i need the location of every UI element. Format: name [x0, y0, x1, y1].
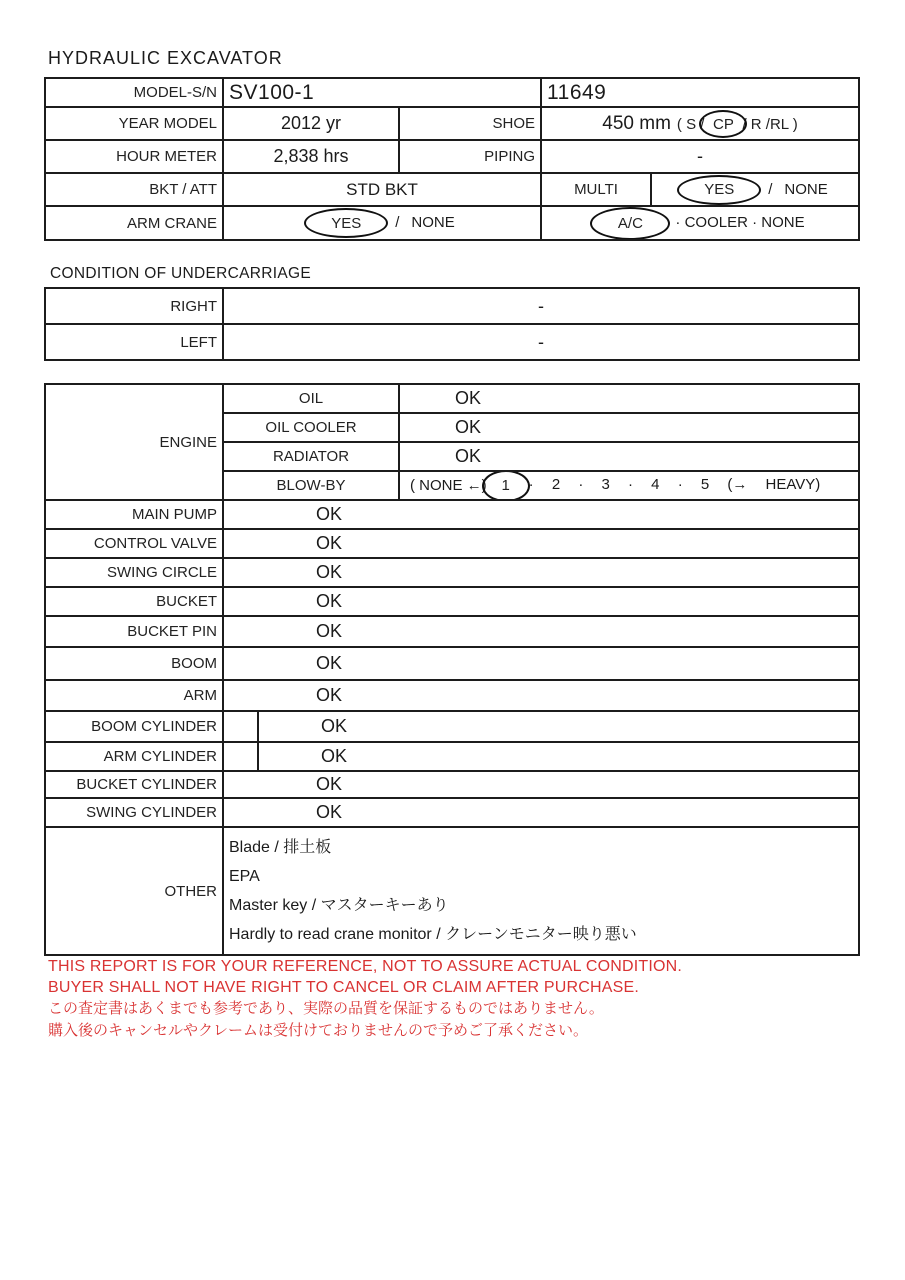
right-value: - [223, 288, 859, 324]
boom-cylinder-value: OK [258, 711, 859, 742]
swing-circle-label: SWING CIRCLE [45, 558, 223, 587]
swing-circle-value: OK [223, 558, 859, 587]
year-model-value: 2012 yr [223, 107, 399, 140]
circle-mark-ac: A/C [590, 207, 670, 240]
circle-mark-blowby-1: 1 [482, 471, 530, 500]
shoe-options-pre: ( S / [676, 115, 705, 133]
left-label: LEFT [45, 324, 223, 360]
piping-label: PIPING [399, 140, 541, 173]
table-row [45, 647, 859, 680]
disclaimer-line-jp: この査定書はあくまでも参考であり、実際の品質を保証するものではありません。 [48, 1000, 604, 1017]
ac-cooler-rest: · COOLER · NONE [675, 214, 805, 232]
shoe-size: 450 mm [602, 112, 671, 134]
undercarriage-table [44, 287, 860, 361]
other-note-line: Hardly to read crane monitor / クレーンモニター映り悪い [229, 926, 637, 943]
table-row [45, 827, 859, 955]
spec-table [44, 77, 860, 241]
radiator-value: OK [399, 442, 859, 471]
empty-cell [223, 742, 258, 771]
hour-meter-label: HOUR METER [45, 140, 223, 173]
control-valve-value: OK [223, 529, 859, 558]
other-note-line: EPA [229, 868, 260, 885]
bucket-cylinder-value: OK [223, 771, 859, 798]
swing-cylinder-label: SWING CYLINDER [45, 798, 223, 827]
multi-separator: / [768, 180, 773, 198]
arm-crane-alt: NONE [411, 214, 455, 232]
page-title: HYDRAULIC EXCAVATOR [48, 48, 283, 68]
bucket-pin-value: OK [223, 616, 859, 647]
radiator-label: RADIATOR [223, 442, 399, 471]
right-label: RIGHT [45, 288, 223, 324]
ac-cooler-value [541, 206, 859, 240]
blowby-pre: ( NONE ←) [410, 476, 487, 494]
table-row [45, 558, 859, 587]
table-row [45, 616, 859, 647]
circle-mark-armcrane-yes: YES [304, 208, 388, 238]
blowby-scale [399, 471, 859, 500]
arm-value: OK [223, 680, 859, 711]
engine-label: ENGINE [45, 384, 223, 500]
table-row [45, 500, 859, 529]
table-row [45, 798, 859, 827]
inspection-table [44, 383, 860, 956]
other-notes [223, 827, 859, 955]
serial-value: 11649 [541, 78, 859, 107]
bucket-value: OK [223, 587, 859, 616]
other-label: OTHER [45, 827, 223, 955]
other-note-line: Master key / マスターキーあり [229, 897, 449, 914]
disclaimer-line-en: BUYER SHALL NOT HAVE RIGHT TO CANCEL OR CLAIM AFTER PURCHASE. [48, 979, 639, 996]
boom-cylinder-label: BOOM CYLINDER [45, 711, 223, 742]
model-sn-label: MODEL-S/N [45, 78, 223, 107]
multi-value [651, 173, 859, 206]
arm-label: ARM [45, 680, 223, 711]
multi-label: MULTI [541, 173, 651, 206]
circle-mark-multi-yes: YES [677, 175, 761, 205]
bucket-pin-label: BUCKET PIN [45, 616, 223, 647]
table-row [45, 206, 859, 240]
table-row [45, 529, 859, 558]
table-row [45, 680, 859, 711]
control-valve-label: CONTROL VALVE [45, 529, 223, 558]
main-pump-value: OK [223, 500, 859, 529]
shoe-options-suf: / R /RL ) [742, 115, 798, 133]
table-row [45, 173, 859, 206]
bkt-att-label: BKT / ATT [45, 173, 223, 206]
bkt-att-value: STD BKT [223, 173, 541, 206]
boom-value: OK [223, 647, 859, 680]
year-model-label: YEAR MODEL [45, 107, 223, 140]
table-row [45, 711, 859, 742]
arm-cylinder-value: OK [258, 742, 859, 771]
bucket-cylinder-label: BUCKET CYLINDER [45, 771, 223, 798]
oil-cooler-label: OIL COOLER [223, 413, 399, 442]
main-pump-label: MAIN PUMP [45, 500, 223, 529]
table-row [45, 742, 859, 771]
blowby-suf: · 2 · 3 · 4 · 5 (→ HEAVY) [528, 476, 821, 494]
table-row [45, 771, 859, 798]
circle-mark-cp: CP [699, 110, 747, 138]
table-row [45, 140, 859, 173]
table-row [45, 384, 859, 413]
empty-cell [223, 711, 258, 742]
disclaimer-block [48, 956, 682, 1041]
table-row [45, 324, 859, 360]
shoe-label: SHOE [399, 107, 541, 140]
bucket-label: BUCKET [45, 587, 223, 616]
arm-crane-separator: / [395, 214, 400, 232]
other-note-line: Blade / 排土板 [229, 839, 332, 856]
arm-crane-value [223, 206, 541, 240]
hour-meter-value: 2,838 hrs [223, 140, 399, 173]
oil-cooler-value: OK [399, 413, 859, 442]
disclaimer-line-jp: 購入後のキャンセルやクレームは受付けておりませんので予めご了承ください。 [48, 1021, 589, 1039]
shoe-value [541, 107, 859, 140]
undercarriage-title: CONDITION OF UNDERCARRIAGE [50, 265, 311, 282]
disclaimer-line-en: THIS REPORT IS FOR YOUR REFERENCE, NOT TO ASSURE ACTUAL CONDITION. [48, 958, 683, 975]
blowby-label: BLOW-BY [223, 471, 399, 500]
arm-cylinder-label: ARM CYLINDER [45, 742, 223, 771]
table-row [45, 107, 859, 140]
engine-oil-label: OIL [223, 384, 399, 413]
piping-value: - [541, 140, 859, 173]
left-value: - [223, 324, 859, 360]
table-row [45, 78, 859, 107]
swing-cylinder-value: OK [223, 798, 859, 827]
table-row [45, 288, 859, 324]
engine-oil-value: OK [399, 384, 859, 413]
boom-label: BOOM [45, 647, 223, 680]
table-row [45, 587, 859, 616]
multi-alt: NONE [784, 180, 828, 198]
arm-crane-label: ARM CRANE [45, 206, 223, 240]
model-value: SV100-1 [223, 78, 541, 107]
